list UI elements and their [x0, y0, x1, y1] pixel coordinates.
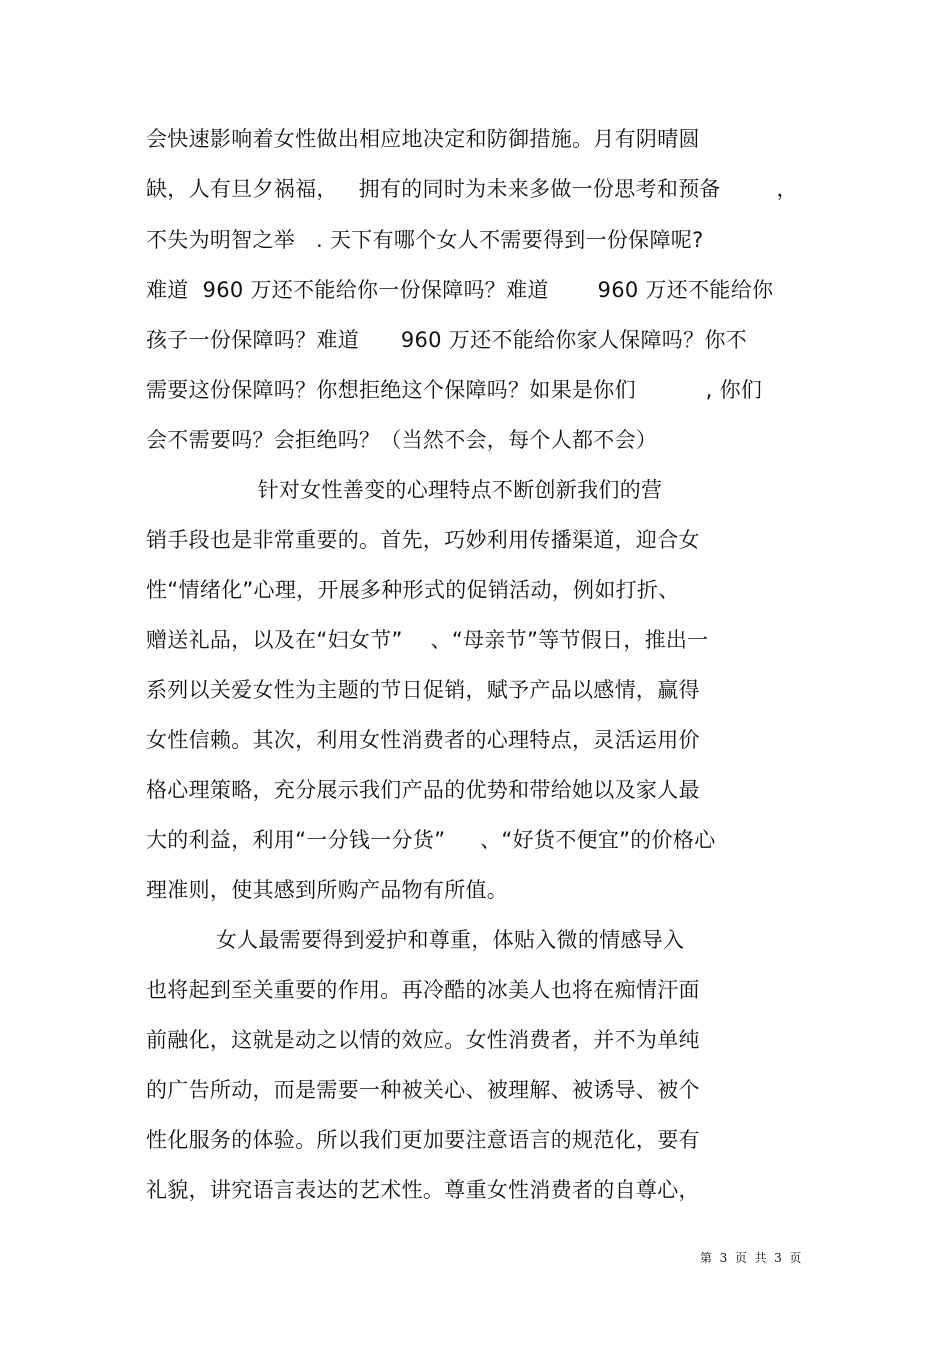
page-number-footer: 第 3 页 共 3 页: [700, 1251, 802, 1265]
body-text-line: 孩子一份保障吗？难道 960 万还不能给你家人保障吗？你不: [146, 328, 748, 352]
body-text-line: 的广告所动，而是需要一种被关心、被理解、被诱导、被个: [146, 1078, 700, 1102]
body-text-line: 礼貌，讲究语言表达的艺术性。尊重女性消费者的自尊心，: [146, 1178, 700, 1202]
body-text-line: 不失为明智之举 . 天下有哪个女人不需要得到一份保障呢?: [146, 228, 704, 252]
body-text-line: 系列以关爱女性为主题的节日促销，赋予产品以感情，赢得: [146, 678, 700, 702]
body-text-line: 大的利益，利用“一分钱一分货” 、“好货不便宜”的价格心: [146, 828, 716, 852]
body-text-line: 格心理策略，充分展示我们产品的优势和带给她以及家人最: [146, 778, 700, 802]
body-text-line: 难道 960 万还不能给你一份保障吗？难道 960 万还不能给你: [146, 278, 774, 302]
body-text-line: 会不需要吗？会拒绝吗？（当然不会，每个人都不会）: [146, 428, 658, 452]
body-text-line: 也将起到至关重要的作用。再冷酷的冰美人也将在痴情汗面: [146, 978, 700, 1002]
body-text-line: 性化服务的体验。所以我们更加要注意语言的规范化，要有: [146, 1128, 700, 1152]
body-text-line: 赠送礼品，以及在“妇女节” 、“母亲节”等节假日，推出一: [146, 628, 709, 652]
body-text-line: 理准则，使其感到所购产品物有所值。: [146, 878, 509, 902]
body-text-line: 针对女性善变的心理特点不断创新我们的营: [146, 478, 663, 502]
body-text-line: 销手段也是非常重要的。首先，巧妙利用传播渠道，迎合女: [146, 528, 700, 552]
body-text-line: 前融化，这就是动之以情的效应。女性消费者，并不为单纯: [146, 1028, 700, 1052]
body-text-line: 女人最需要得到爱护和尊重，体贴入微的情感导入: [146, 928, 685, 952]
body-text-line: 性“情绪化”心理，开展多种形式的促销活动，例如打折、: [146, 578, 680, 602]
body-text-line: 需要这份保障吗？你想拒绝这个保障吗？如果是你们 , 你们: [146, 378, 763, 402]
body-text-line: 会快速影响着女性做出相应地决定和防御措施。月有阴晴圆: [146, 127, 700, 151]
body-text-line: 女性信赖。其次，利用女性消费者的心理特点，灵活运用价: [146, 728, 700, 752]
body-text-line: 缺，人有旦夕祸福， 拥有的同时为未来多做一份思考和预备 ，: [146, 177, 798, 201]
